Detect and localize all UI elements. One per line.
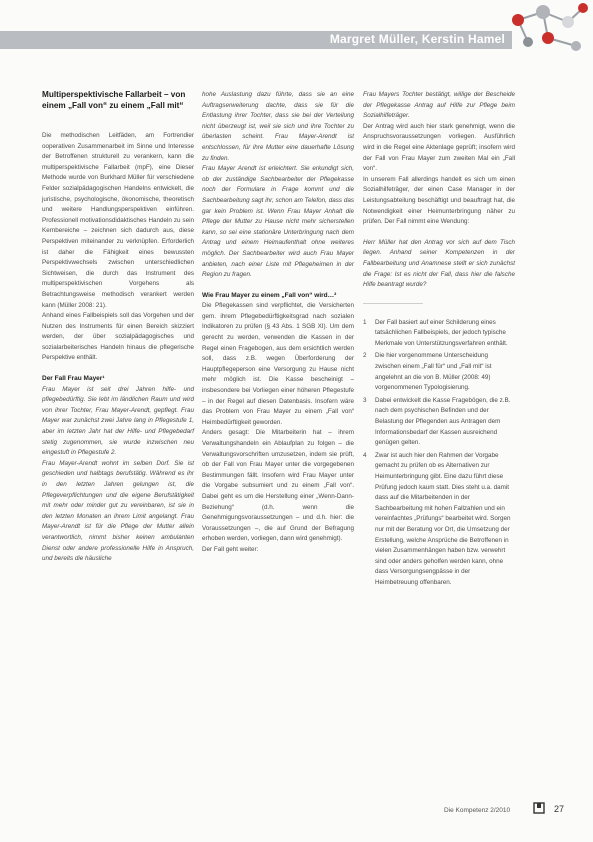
footnote: 4 Zwar ist auch hier den Rahmen der Vorgabe gemacht zu prüfen ob es Alternativen zur Heimunterbringung gibt. Eine dazu führt diese Prüfung jedoch kaum statt. Dies steht u.a. damit dass auf die Mitarbeitenden in der Sachbearbeitung mit hohen Fallzahlen und ein vereinfachtes „Prüfungs“ bearbeitet wird. Sorgen nur mit der Beratung vor Ort, die Umsetzung der Erstellung, welche Ansprüche die Betroffenen in vielen Zusammenhängen haben bzw. verwehrt sind oder anders geholfen werden kann, ohne dass Versorgungsengpässe in der Heimbetreuung offenbaren. — [363, 451, 511, 586]
case-paragraph: Frau Mayer Arendt ist erleichtert. Sie erkundigt sich, ob der zuständige Sachbearbeiter der Pflegekasse noch der Formulare in Frage kommt und die Sachbearbeitung sagt ihr, schon am Telefon, dass das gar kein Problem ist. Wenn Frau Mayer Anhalt die Pflege der Mutter zu Hause nicht mehr sicherstellen kann, so sei eine stationäre Unterbringung nach dem Antrag und einem Heimaufenthalt ohne weiteres möglich. Der Sachbearbeiter wird auch Frau Mayer anbieten, nach einer Liste mit Pflegeheimen in der Region zu fragen. — [202, 165, 354, 279]
column-1 — [42, 90, 194, 565]
footnote: 3 Dabei entwickelt die Kasse Fragebögen, die z.B. nach dem psychischen Befinden und der Belastung der Pflegenden aus Antragen dem Informationsbedarf der Kassen ausreichend genügen gelten. — [363, 396, 511, 447]
column-3 — [363, 90, 515, 591]
header-authors: Margret Müller, Kerstin Hamel — [329, 32, 505, 46]
page-marker-icon — [533, 802, 545, 814]
page-number: 27 — [554, 804, 565, 814]
paragraph: Die methodischen Leitfäden, am Fortrendier ooperativen Zusammenarbeit im Sinne und Interesse der Betroffenen strukturell zu verankern, kann die multiperspektivische Fallarbeit (mpF), eine Dieser Methode wurde von Burkhard Müller für verschiedene Felder sozialpädagogischen Handelns entwickelt, die juristische, psychologische, ökonomische, theoretisch und weitere Handlungsperspektiven einführen. Professionell motivationsdidaktisches Handeln zu sein Kernbereiche – zeichnen sich dadurch aus, diese Perspektiven miteinander zu verknüpfen. Erforderlich ist daher die Fähigkeit eines bewussten Perspektivwechsels zwischen unterschiedlichen Sichtweisen, die durch das Instrument des multiperspektivischen Vorgehens als Betrachtungsweise methodisch verankert werden kann (Müller 2008: 21). — [42, 132, 194, 309]
footnote-divider — [363, 303, 423, 304]
molecule-graphic-icon — [498, 0, 593, 55]
column-2 — [202, 90, 354, 556]
paragraph: Anhand eines Fallbeispiels soll das Vorgehen und der Nutzen des Instruments für einen Bereich skizziert werden, der über sozialpädagogisches und sozialarbeiterisches Handeln hinaus die pflegerische Perspektive enthält. — [42, 312, 194, 362]
case-paragraph: Frau Mayer ist seit drei Jahren hilfe- und pflegebedürftig. Sie lebt im ländlichen Raum und wird von ihrer Tochter, Frau Mayer-Arendt, gepflegt. Frau Mayer war zunächst zwei Jahre lang in Pflegestufe 1, aber im letzten Jahr hat der Hilfe- und Pflegebedarf stetig zugenommen, sie wurde inzwischen neu eingestuft in Pflegestufe 2. — [42, 385, 194, 457]
case-paragraph: Herr Müller hat den Antrag vor sich auf dem Tisch liegen. Anhand seiner Kompetenzen in der Fallbearbeitung und Anamnese stellt er sich zunächst die Frage: Ist es nicht der Fall, dass hier die falsche Hilfe beantragt wurde? — [363, 238, 515, 289]
case-paragraph: Frau Mayers Tochter bestätigt, willige der Bescheide der Pflegekasse Antrag auf Hilfe zur Pflege beim Sozialhilfeträger. — [363, 91, 515, 120]
paragraph: Die Pflegekassen sind verpflichtet, die Versicherten gem. ihrem Pflegebedürftigkeitsgrad nach sozialen Indikatoren zu prüfen (§ 43 Abs. 1 SGB XI). Um dem gerecht zu werden, verwenden die Kassen in der Regel einen Fragebogen, aus dem ersichtlich werden soll, dass z.B. wegen Überforderung der Hauptpflegeperson eine Versorgung zu Hause nicht mehr möglich ist. Die Kasse bescheinigt – insbesondere bei Vorliegen einer höheren Pflegestufe – in der Regel auf diesen Datenbasis. Insofern wäre das Problem von Frau Mayer zu einem „Fall von“ Heimbedürftigkeit geworden. — [202, 302, 354, 426]
paragraph: Anders gesagt: Die Mitarbeiterin hat – ihrem Verwaltungshandeln ein Ablaufplan zu folgen – die Verwaltungsvorschriften umzusetzen, indem sie prüft, ob der Fall von Frau Mayer unter die vorgegebenen Bestimmungen fällt. Insofern wird Frau Mayer unter die Vorgabe subsumiert und zu einem „Fall von“. Dabei geht es um die Herstellung einer „Wenn-Dann-Beziehung“ (d.h. wenn die Genehmigungsvoraussetzungen – und d.h. hier: die Voraussetzungen –, die auf Grund der Befragung erhoben werden, vorliegen, dann wird genehmigt). — [202, 429, 354, 543]
paragraph: In unserem Fall allerdings handelt es sich um einen Sozialhilfeträger, der einen Case Manager in der Leistungsabteilung beschäftigt und beauftragt hat, die Notwendigkeit einer Heimunterbringung näher zu prüfen. Der Fall nimmt eine Wendung: — [363, 175, 515, 226]
paragraph: Der Fall geht weiter: — [202, 545, 259, 553]
article-title: Multiperspektivische Fallarbeit – von einem „Fall von“ zu einem „Fall mit“ — [42, 90, 186, 110]
footnote: 2 Die hier vorgenommene Unterscheidung zwischen einem „Fall für“ und „Fall mit“ ist angelehnt an die von B. Müller (2008: 49) vorgenommenen Typologisierung. — [363, 352, 492, 392]
footer-source: Die Kompetenz 2/2010 — [444, 807, 511, 814]
section-heading: Wie Frau Mayer zu einem „Fall von“ wird…² — [202, 291, 337, 299]
footnote: 1 Der Fall basiert auf einer Schilderung eines tatsächlichen Fallbeispiels, der jedoch typische Merkmale von Unterstützungsverfahren enthält. — [363, 318, 508, 347]
case-paragraph: Frau Mayer-Arendt wohnt im selben Dorf. Sie ist geschieden und halbtags berufstätig. Während es ihr in den letzten Jahren gelungen ist, die Pflegeverpflichtungen und die eigene Berufstätigkeit mit mehr oder minder gut zu vereinbaren, ist sie in den letzten Monaten an ihrem Limit angelangt. Frau Mayer-Arendt ist für die Pflege der Mutter allein verantwortlich, nimmt bisher keinen ambulanten Dienst oder andere professionelle Hilfe in Anspruch, und bereits die häusliche — [42, 459, 194, 563]
paragraph: Der Antrag wird auch hier stark genehmigt, wenn die Anspruchsvoraussetzungen vorliegen. Ausführlich wird in die Regel eine Aktenlage geprüft; insofern wird der Fall von Frau Mayer zum zweiten Mal ein „Fall von“. — [363, 122, 515, 173]
section-heading: Der Fall Frau Mayer¹ — [42, 375, 105, 383]
case-paragraph: hohe Auslastung dazu führte, dass sie an eine Auftragserweiterung dachte, dass sie für die Entlastung ihrer Tochter, dass sie bei der Verteilung nicht überzeugt ist, weil sie sich und ihre Tochter zu überlasten scheint. Frau Mayer-Arendt ist entschlossen, für ihre Mutter eine dauerhafte Lösung zu finden. — [202, 91, 354, 162]
